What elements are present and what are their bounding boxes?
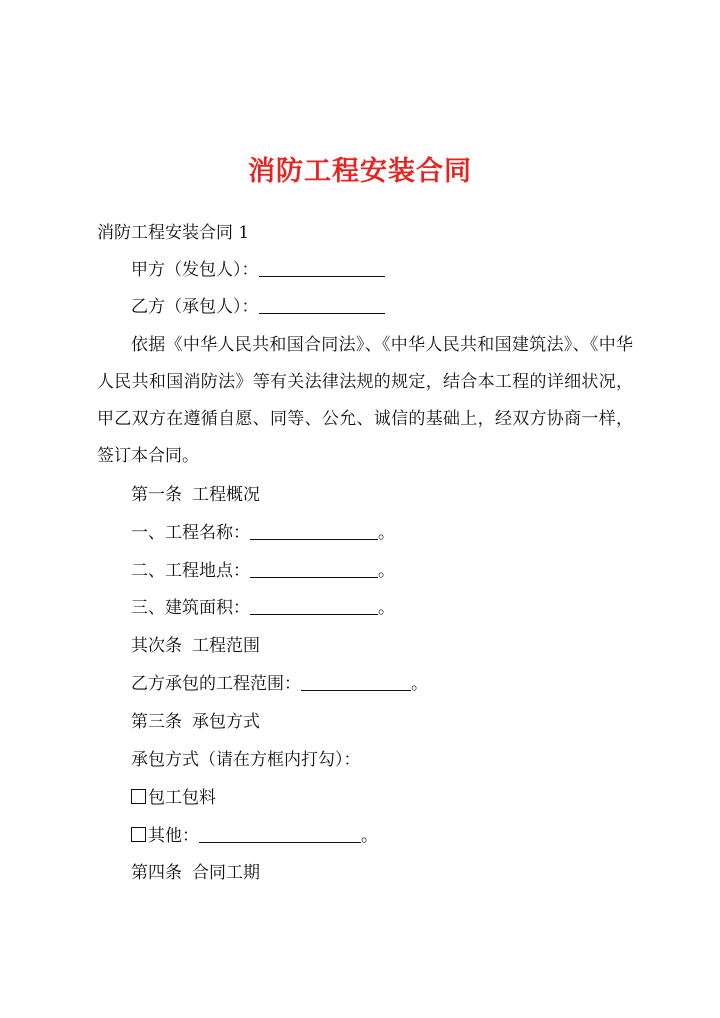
party-b-label: 乙方（承包人）： <box>131 297 259 317</box>
article-2-heading <box>131 635 260 657</box>
project-location-line <box>131 560 395 582</box>
period-mark: 。 <box>361 826 378 846</box>
project-name-line <box>131 522 395 544</box>
article-2-number: 其次条 <box>131 636 182 656</box>
article-1-heading <box>131 484 260 506</box>
option-2-blank <box>199 826 361 843</box>
scope-blank <box>301 674 411 691</box>
article-1-number: 第一条 <box>131 485 182 505</box>
project-location-blank <box>250 561 378 578</box>
party-a-blank <box>259 260 385 277</box>
period-mark: 。 <box>378 598 395 618</box>
period-mark: 。 <box>411 674 428 694</box>
building-area-label: 三、建筑面积： <box>131 598 250 618</box>
period-mark: 。 <box>378 561 395 581</box>
article-3-title: 承包方式 <box>192 712 260 732</box>
project-name-blank <box>250 523 378 540</box>
option-2-line <box>131 825 378 847</box>
contract-subtitle: 消防工程安装合同 1 <box>97 223 250 243</box>
building-area-blank <box>250 598 378 615</box>
document-title: 消防工程安装合同 <box>248 156 472 187</box>
party-b-blank <box>259 297 385 314</box>
article-2-title: 工程范围 <box>192 636 260 656</box>
article-4-title: 合同工期 <box>192 863 260 883</box>
scope-line <box>131 673 428 695</box>
article-4-heading <box>131 862 260 884</box>
project-location-label: 二、工程地点： <box>131 561 250 581</box>
party-b-line <box>131 296 385 318</box>
building-area-line <box>131 597 395 619</box>
option-1-line <box>131 787 216 809</box>
party-a-label: 甲方（发包人）： <box>131 260 259 280</box>
article-3-heading <box>131 711 260 733</box>
method-line: 承包方式（请在方框内打勾）： <box>131 750 361 770</box>
option-2-checkbox[interactable] <box>131 827 146 842</box>
period-mark: 。 <box>378 523 395 543</box>
option-1-label: 包工包料 <box>148 788 216 808</box>
option-1-checkbox[interactable] <box>131 789 146 804</box>
project-name-label: 一、工程名称： <box>131 523 250 543</box>
option-2-label: 其他： <box>148 826 199 846</box>
intro-paragraph: 依据《中华人民共和国合同法》、《中华人民共和国建筑法》、《中华人民共和国消防法》等有关法律法规的规定，结合本工程的详细状况，甲乙双方在遵循自愿、同等、公允、诚信的基础上，经双方协商一样，签订本合同。 <box>97 335 633 466</box>
article-1-title: 工程概况 <box>192 485 260 505</box>
scope-label: 乙方承包的工程范围： <box>131 674 301 694</box>
article-3-number: 第三条 <box>131 712 182 732</box>
article-4-number: 第四条 <box>131 863 182 883</box>
party-a-line <box>131 259 385 281</box>
